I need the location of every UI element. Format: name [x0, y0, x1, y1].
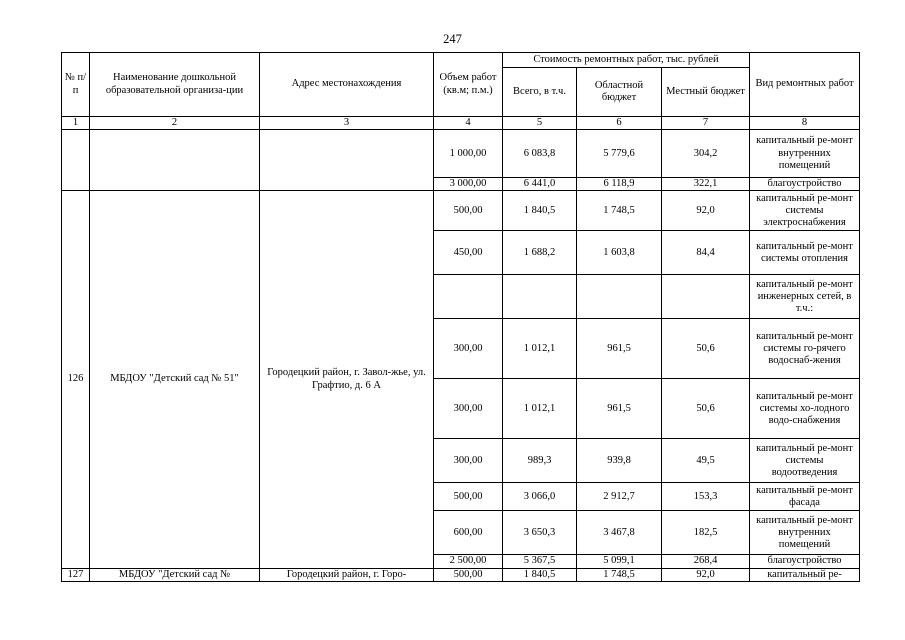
volume-cell: 1 000,00	[434, 130, 503, 178]
volume-cell: 500,00	[434, 483, 503, 511]
regional-cell: 961,5	[577, 379, 662, 439]
local-cell	[662, 275, 750, 319]
local-cell: 322,1	[662, 178, 750, 191]
local-cell: 182,5	[662, 511, 750, 555]
local-cell: 304,2	[662, 130, 750, 178]
address-cell	[260, 130, 434, 191]
col-number: 5	[503, 117, 577, 130]
local-cell: 92,0	[662, 191, 750, 231]
total-cell: 6 083,8	[503, 130, 577, 178]
local-cell: 50,6	[662, 379, 750, 439]
regional-cell: 1 748,5	[577, 191, 662, 231]
work-type-cell: капитальный ре-монт системы хо-лодного водо-снабжения	[750, 379, 860, 439]
col-number: 1	[62, 117, 90, 130]
work-type-cell: капитальный ре-монт фасада	[750, 483, 860, 511]
work-type-cell: капитальный ре-	[750, 568, 860, 581]
work-type-cell: капитальный ре-монт инженерных сетей, в т.ч.:	[750, 275, 860, 319]
regional-cell: 2 912,7	[577, 483, 662, 511]
work-type-cell: капитальный ре-монт системы отопления	[750, 231, 860, 275]
total-cell: 3 066,0	[503, 483, 577, 511]
total-cell: 989,3	[503, 439, 577, 483]
volume-cell: 500,00	[434, 568, 503, 581]
header-volume: Объем работ (кв.м; п.м.)	[434, 53, 503, 117]
regional-cell: 5 779,6	[577, 130, 662, 178]
volume-cell: 3 000,00	[434, 178, 503, 191]
local-cell: 84,4	[662, 231, 750, 275]
work-type-cell: капитальный ре-монт внутренних помещений	[750, 130, 860, 178]
work-type-cell: капитальный ре-монт системы го-рячего водоснаб-жения	[750, 319, 860, 379]
volume-cell: 600,00	[434, 511, 503, 555]
repair-works-table	[61, 52, 860, 582]
page-number: 247	[443, 32, 462, 46]
num-cell	[62, 130, 90, 191]
total-cell: 1 012,1	[503, 379, 577, 439]
total-cell: 1 688,2	[503, 231, 577, 275]
table-row	[62, 130, 860, 178]
name-cell	[90, 130, 260, 191]
header-work-type: Вид ремонтных работ	[750, 53, 860, 117]
volume-cell: 300,00	[434, 379, 503, 439]
work-type-cell: благоустройство	[750, 178, 860, 191]
header-local: Местный бюджет	[662, 68, 750, 117]
regional-cell: 961,5	[577, 319, 662, 379]
table-row	[62, 191, 860, 231]
regional-cell	[577, 275, 662, 319]
header-name: Наименование дошкольной образовательной организа-ции	[90, 53, 260, 117]
regional-cell: 5 099,1	[577, 555, 662, 568]
volume-cell	[434, 275, 503, 319]
work-type-cell: благоустройство	[750, 555, 860, 568]
volume-cell: 500,00	[434, 191, 503, 231]
local-cell: 50,6	[662, 319, 750, 379]
col-number: 2	[90, 117, 260, 130]
header-total: Всего, в т.ч.	[503, 68, 577, 117]
work-type-cell: капитальный ре-монт системы водоотведения	[750, 439, 860, 483]
col-number: 4	[434, 117, 503, 130]
local-cell: 49,5	[662, 439, 750, 483]
local-cell: 268,4	[662, 555, 750, 568]
header-num: № п/п	[62, 53, 90, 117]
col-number: 3	[260, 117, 434, 130]
name-cell: МБДОУ "Детский сад №	[90, 568, 260, 581]
num-cell: 127	[62, 568, 90, 581]
col-number: 6	[577, 117, 662, 130]
address-cell: Городецкий район, г. Завол-жье, ул. Графтио, д. 6 А	[260, 191, 434, 568]
header-cost-group: Стоимость ремонтных работ, тыс. рублей	[503, 53, 750, 68]
work-type-cell: капитальный ре-монт системы электроснабжения	[750, 191, 860, 231]
total-cell: 5 367,5	[503, 555, 577, 568]
work-type-cell: капитальный ре-монт внутренних помещений	[750, 511, 860, 555]
header-regional: Областной бюджет	[577, 68, 662, 117]
local-cell: 153,3	[662, 483, 750, 511]
total-cell: 1 840,5	[503, 191, 577, 231]
regional-cell: 939,8	[577, 439, 662, 483]
header-address: Адрес местонахождения	[260, 53, 434, 117]
name-cell: МБДОУ "Детский сад № 51"	[90, 191, 260, 568]
volume-cell: 300,00	[434, 439, 503, 483]
address-cell: Городецкий район, г. Горо-	[260, 568, 434, 581]
regional-cell: 6 118,9	[577, 178, 662, 191]
volume-cell: 2 500,00	[434, 555, 503, 568]
total-cell: 6 441,0	[503, 178, 577, 191]
regional-cell: 3 467,8	[577, 511, 662, 555]
num-cell: 126	[62, 191, 90, 568]
local-cell: 92,0	[662, 568, 750, 581]
volume-cell: 450,00	[434, 231, 503, 275]
col-number: 7	[662, 117, 750, 130]
regional-cell: 1 748,5	[577, 568, 662, 581]
total-cell: 3 650,3	[503, 511, 577, 555]
col-number: 8	[750, 117, 860, 130]
total-cell	[503, 275, 577, 319]
regional-cell: 1 603,8	[577, 231, 662, 275]
table-row	[62, 568, 860, 581]
total-cell: 1 840,5	[503, 568, 577, 581]
total-cell: 1 012,1	[503, 319, 577, 379]
volume-cell: 300,00	[434, 319, 503, 379]
